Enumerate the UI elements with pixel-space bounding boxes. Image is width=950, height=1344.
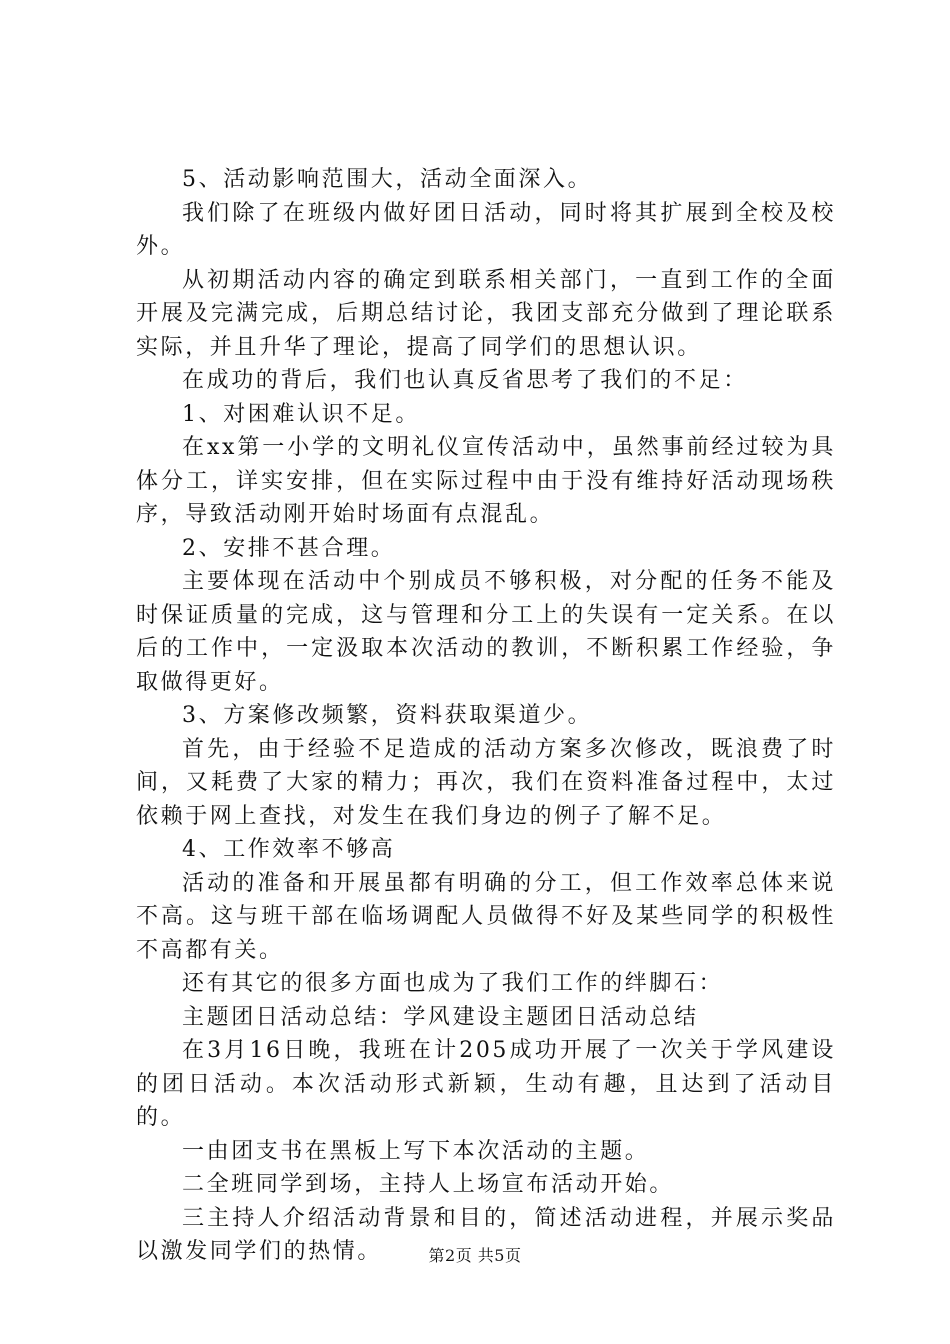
paragraph: 二全班同学到场，主持人上场宣布活动开始。 bbox=[182, 1172, 675, 1197]
paragraph: 主题团日活动总结：学风建设主题团日活动总结 bbox=[182, 1004, 699, 1030]
paragraph: 一由团支书在黑板上写下本次活动的主题。 bbox=[182, 1138, 650, 1164]
document-body bbox=[136, 163, 836, 1269]
page-number: 第2页 共5页 bbox=[428, 1246, 522, 1265]
paragraph: 4、工作效率不够高 bbox=[182, 837, 396, 862]
paragraph: 5、活动影响范围大，活动全面深入。 bbox=[182, 167, 593, 192]
paragraph: 我们除了在班级内做好团日活动，同时将其扩展到全校及校外。 bbox=[136, 200, 836, 259]
paragraph: 在xx第一小学的文明礼仪宣传活动中，虽然事前经过较为具体分工，详实安排，但在实际过程中由于没有维持好活动现场秩序，导致活动刚开始时场面有点混乱。 bbox=[136, 435, 836, 527]
page-footer bbox=[0, 1243, 950, 1266]
paragraph: 活动的准备和开展虽都有明确的分工，但工作效率总体来说不高。这与班干部在临场调配人员做得不好及某些同学的积极性不高都有关。 bbox=[136, 870, 836, 963]
paragraph: 在3月16日晚，我班在计205成功开展了一次关于学风建设的团日活动。本次活动形式新颖，生动有趣，且达到了活动目的。 bbox=[136, 1038, 836, 1130]
paragraph: 三主持人介绍活动背景和目的，简述活动进程，并展示奖品以激发同学们的热情。 bbox=[136, 1205, 836, 1264]
paragraph: 在成功的背后，我们也认真反省思考了我们的不足： bbox=[182, 368, 748, 393]
paragraph: 从初期活动内容的确定到联系相关部门，一直到工作的全面开展及完满完成，后期总结讨论，我团支部充分做到了理论联系实际，并且升华了理论，提高了同学们的思想认识。 bbox=[136, 267, 836, 360]
paragraph: 2、安排不甚合理。 bbox=[182, 535, 396, 561]
paragraph: 1、对困难认识不足。 bbox=[182, 401, 420, 427]
paragraph: 主要体现在活动中个别成员不够积极，对分配的任务不能及时保证质量的完成，这与管理和分工上的失误有一定关系。在以后的工作中，一定汲取本次活动的教训，不断积累工作经验，争取做得更好。 bbox=[136, 569, 836, 695]
paragraph: 3、方案修改频繁，资料获取渠道少。 bbox=[182, 703, 593, 728]
paragraph: 还有其它的很多方面也成为了我们工作的绊脚石： bbox=[182, 971, 724, 996]
paragraph: 首先，由于经验不足造成的活动方案多次修改，既浪费了时间，又耗费了大家的精力；再次，我们在资料准备过程中，太过依赖于网上查找，对发生在我们身边的例子了解不足。 bbox=[136, 736, 836, 829]
